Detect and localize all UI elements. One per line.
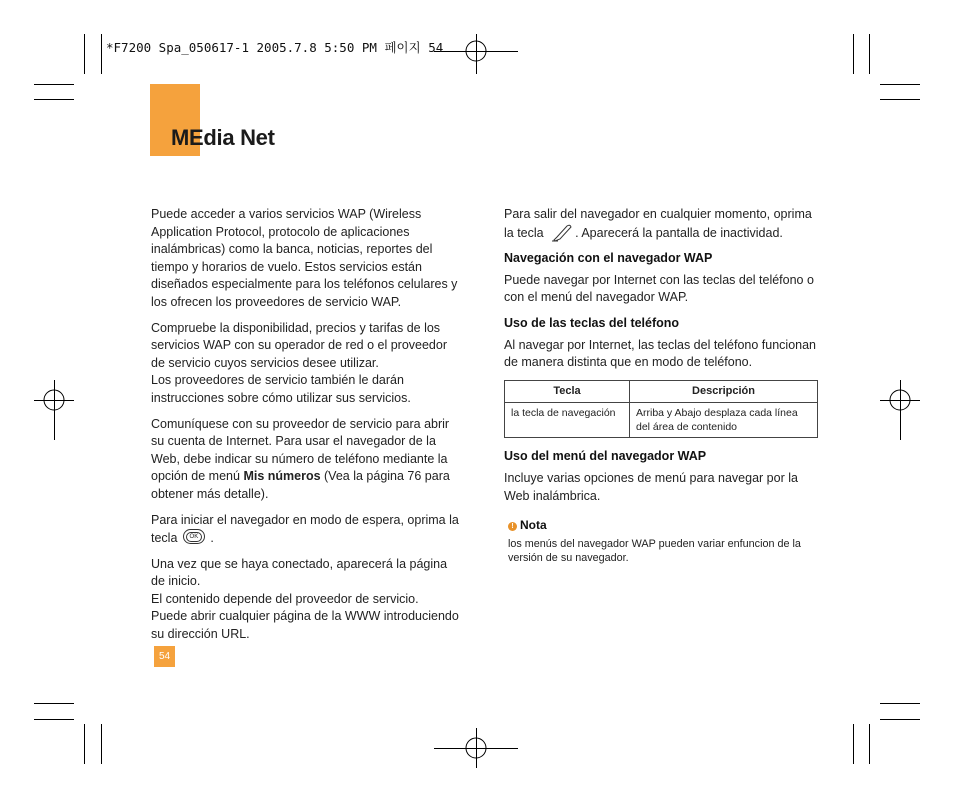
start-browser-paragraph: Para iniciar el navegador en modo de espera, oprima la tecla OK . [151,512,463,548]
menu-heading: Uso del menú del navegador WAP [504,449,707,464]
print-slug: *F7200 Spa_050617-1 2005.7.8 5:50 PM 페이지 54 [106,40,444,55]
providers-paragraph: Los proveedores de servicio también le darán instrucciones sobre cómo utilizar sus servicios. [151,373,411,405]
ok-key-icon [183,529,205,544]
keys-paragraph: Al navegar por Internet, las teclas del teléfono funcionan de manera distinta que en modo de teléfono. [504,337,817,370]
homepage-paragraph: Una vez que se haya conectado, aparecerá la página de inicio. [151,556,448,589]
left-column [151,206,463,652]
registration-mark-icon [458,33,494,69]
nav-paragraph: Puede navegar por Internet con las teclas del teléfono o con el menú del navegador WAP. [504,272,814,305]
note-icon: ! [508,522,517,531]
exit-browser-paragraph: Para salir del navegador en cualquier momento, oprima la tecla . Aparecerá la pantalla de inactividad. [504,207,812,240]
right-column [504,206,822,565]
menu-option-name: Mis números [243,469,321,484]
menu-paragraph: Incluye varias opciones de menú para navegar por la Web inalámbrica. [504,470,798,503]
page-number-badge: 54 [154,646,175,667]
keys-heading: Uso de las teclas del teléfono [504,315,680,330]
table-header-cell: Tecla [505,380,630,403]
registration-mark-icon [36,382,72,418]
registration-mark-icon [458,730,494,766]
note-text: los menús del navegador WAP pueden variar enfuncion de la versión de su navegador. [508,537,801,564]
registration-mark-icon [882,382,918,418]
table-cell: la tecla de navegación [505,403,630,438]
table-header-row [505,380,818,403]
table-row [505,403,818,438]
keys-table [504,380,818,439]
content-paragraph: El contenido depende del proveedor de servicio. [151,591,419,606]
table-header-cell: Descripción [630,380,818,403]
url-paragraph: Puede abrir cualquier página de la WWW introduciendo su dirección URL. [151,609,459,642]
intro-paragraph: Puede acceder a varios servicios WAP (Wireless Application Protocol, protocolo de aplicaciones inalámbricas) como la banca, noticias, reportes del tiempo y horarios de vuelo. Estos servicios están diseñados especialmente para los teléfonos celulares y los ofrecen los proveedores de servicio WAP. [151,207,458,309]
page-title: MEdia Net [171,125,275,150]
table-cell: Arriba y Abajo desplaza cada línea del área de contenido [630,403,818,438]
end-key-icon [549,224,573,242]
note-heading: ! Nota [508,517,822,535]
availability-paragraph: Compruebe la disponibilidad, precios y tarifas de los servicios WAP con su operador de red o el proveedor de servicio cuyos servicios desee utilizar. [151,320,447,370]
nav-heading: Navegación con el navegador WAP [504,251,713,266]
account-paragraph: Comuníquese con su proveedor de servicio para abrir su cuenta de Internet. Para usar el navegador de la Web, debe indicar su número de teléfono mediante la opción de menú Mis números (Vea la página 76 para obtener más detalle). [151,416,450,501]
